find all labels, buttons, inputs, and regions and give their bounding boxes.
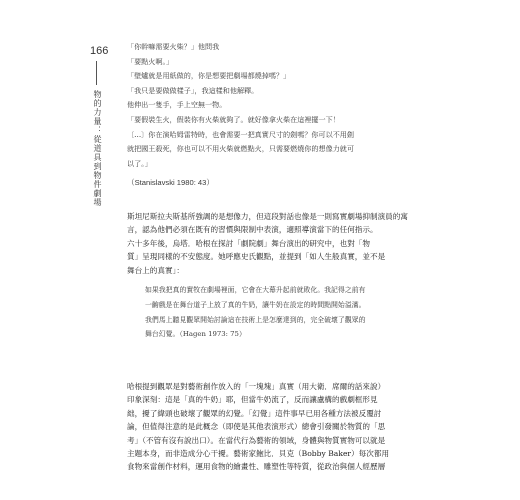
dialogue-line: 「要假裝生火，假裝你有火柴就夠了。就好像拿火柴在這裡擺一下！ <box>127 114 340 124</box>
prose-line: 舞台上的真實」： <box>127 265 184 275</box>
dialogue-citation: （Stanislavski 1980: 43） <box>127 178 214 188</box>
prose-line: 論，但值得注意的是此概念（即使是其他表演形式）總會引發關於物質的「思 <box>127 422 386 432</box>
dialogue-line: 〔…〕你在演哈姆雷特時，也會需要一把真實尺寸的劍嗎？你可以不用劍 <box>127 129 354 139</box>
prose-line: 主題本身，而非造成分心干擾。藝術家鮑比．貝克（Bobby Baker）每次都用 <box>127 449 390 459</box>
quote-line: 我們馬上聽見觀眾開始討論這在技術上是怎麼達到的，完全破壞了觀眾的 <box>145 315 366 324</box>
dialogue-line: 就把國王殺死，你也可以不用火柴就燃點火，只需要燃燒你的想像力就可 <box>127 144 354 154</box>
paragraph-1 <box>127 210 417 277</box>
prose-line: 絀，擾了緯頭也破壞了觀眾的幻覺。「幻覺」這件事早已用各種方法被反覆討 <box>127 408 382 418</box>
prose-line: 斯坦尼斯拉夫斯基所強調的是想像力，但這段對話也像是一則寫實劇場抑制演員的寓 <box>127 212 408 221</box>
dialogue-line: 「要點火啊。」 <box>127 56 174 66</box>
dialogue-line: 他伸出一隻手，手上空無一物。 <box>127 100 227 110</box>
prose-line: 食物來當創作材料，運用食物的繪畫性、雕塑性等特質，從政治與個人經歷層 <box>127 462 386 472</box>
margin-rule <box>96 61 97 85</box>
hagen-quote <box>145 283 415 342</box>
prose-line: 質」呈現同樣的不安態度。她呼應史氏觀點，並提到「如人生般真實，並不是 <box>127 252 386 262</box>
dialogue-line: 「我只是要做做樣子」，我這樣和他解釋。 <box>127 85 259 95</box>
page-number: 166 <box>90 45 109 57</box>
dialogue-quote <box>127 40 417 191</box>
prose-line: 六十多年後，烏塔．哈根在探討「劇院劇」舞台演出的研究中，也對「物 <box>127 238 370 248</box>
dialogue-line: 以了。」 <box>127 158 152 168</box>
running-title: 物的力量：從道具到物件劇場 <box>93 90 102 207</box>
quote-line: 如果我把真的實牧在劇場裡面，它會在大幕升起前就敗化。我記得之前有 <box>145 286 366 294</box>
quote-line: 舞台幻覺。（Hagen 1973: 75） <box>145 330 246 339</box>
prose-line: 印象深刻：這是「真的牛奶」耶，但當牛奶流了，反而讓盧構的戲劇框形見 <box>127 395 378 405</box>
dialogue-line: 「壁爐就是用紙做的，你是想要把劇場都燒掉嗎？」 <box>127 71 291 81</box>
prose-line: 言，認為他們必須在既有的習慣與限制中表演，適照導演當下的任何指示。 <box>127 225 378 235</box>
quote-line: 一齣戲是在舞台道子上放了真的牛奶，讓牛奶在設定的時間點開始溢滿。 <box>145 300 366 309</box>
prose-line: 哈根提到觀眾是對藝術創作放入的「一塊塊」真實（用大衛．席爾的話來說） <box>127 382 386 391</box>
prose-line: 考」（不管有沒有說出口）。在當代行為藝術的領域，身體與物質實物可以就是 <box>127 435 386 445</box>
paragraph-2 <box>127 380 417 474</box>
dialogue-line: 「你幹嘛需要火柴？」他問我 <box>127 42 220 51</box>
